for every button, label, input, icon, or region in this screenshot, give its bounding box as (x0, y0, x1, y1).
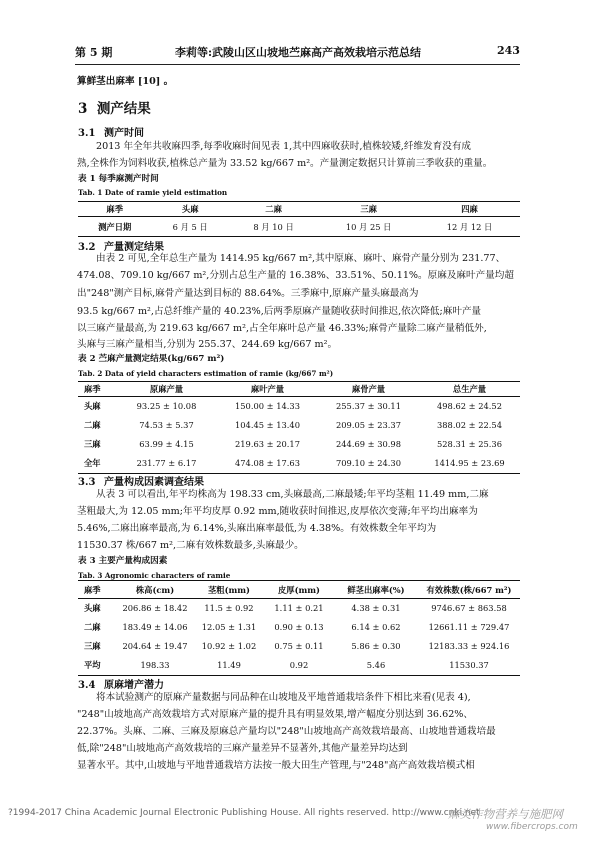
table-cell: 4.38 ± 0.31 (351, 603, 401, 614)
table-header-cell: 麻骨产量 (351, 384, 386, 394)
table-caption-en: Tab. 1 Date of ramie yield estimation (78, 188, 228, 197)
running-header (75, 44, 520, 60)
page-number: 243 (497, 44, 520, 57)
table-cell: 1414.95 ± 23.69 (434, 458, 505, 469)
table-cell: 388.02 ± 22.54 (436, 420, 502, 430)
table-row (78, 454, 520, 474)
table-cell: 平均 (84, 660, 101, 671)
subsection-title: 产量构成因素调查结果 (104, 477, 204, 488)
table-header-cell: 株高(cm) (135, 584, 175, 595)
table-cell: 0.92 (289, 660, 309, 671)
table-cell: 6.14 ± 0.62 (351, 622, 401, 632)
paragraph-line: 22.37%。头麻、二麻、三麻及原麻总产量均以"248"山坡地高产高效栽培最高、山坡地普通栽培最 (77, 726, 496, 737)
section-number: 3 (78, 101, 88, 117)
table-2 (78, 381, 520, 474)
table-cell: 209.05 ± 23.37 (335, 420, 401, 430)
table-header-row (78, 202, 520, 217)
table-caption-en: Tab. 2 Data of yield characters estimation of ramie (kg/667 m²) (78, 369, 334, 378)
section-title: 测产结果 (96, 101, 151, 117)
table-row (78, 599, 520, 618)
table-header-cell: 麻叶产量 (250, 384, 285, 394)
table-3 (78, 580, 520, 676)
subsection-number: 3.2 (78, 242, 96, 253)
table-cell: 93.25 ± 10.08 (136, 401, 197, 412)
table-cell: 三麻 (84, 439, 101, 449)
table-row (78, 217, 520, 237)
table-row (78, 637, 520, 656)
table-cell: 498.62 ± 24.52 (436, 401, 502, 412)
running-title: 李莉等:武陵山区山坡地苎麻高产高效栽培示范总结 (175, 46, 422, 59)
table-cell: 63.99 ± 4.15 (139, 439, 194, 449)
table-header-cell: 麻季 (84, 384, 101, 394)
table-cell: 二麻 (84, 420, 101, 430)
table-cell: 5.46 (366, 660, 386, 671)
table-cell: 231.77 ± 6.17 (136, 458, 197, 469)
table-cell: 12 月 12 日 (446, 221, 493, 232)
table-cell: 150.00 ± 14.33 (234, 401, 300, 412)
table-header-cell: 茎粗(mm) (207, 584, 250, 595)
table-cell: 11.49 (217, 660, 241, 671)
table-header-cell: 鲜茎出麻率(%) (347, 584, 405, 595)
table-caption: 表 2 苎麻产量测定结果(kg/667 m²) (78, 354, 225, 364)
watermark-url: www.fibercrops.com (486, 822, 578, 832)
table-row (78, 618, 520, 637)
table-row (78, 416, 520, 435)
table-cell: 10.92 ± 1.02 (201, 641, 257, 651)
paragraph-line: 显著水平。其中,山坡地与平地普通栽培方法按一般大田生产管理,与"248"高产高效栽培模式相 (77, 760, 475, 771)
table-cell: 244.69 ± 30.98 (335, 439, 401, 449)
table-row (78, 435, 520, 454)
table-header-cell: 原麻产量 (149, 384, 184, 394)
table-cell: 12.05 ± 1.31 (201, 622, 257, 632)
subsection-number: 3.3 (78, 477, 96, 488)
table-caption: 表 1 每季麻测产时间 (78, 174, 159, 184)
table-header-cell: 二麻 (265, 204, 282, 214)
table-caption-en: Tab. 3 Agronomic characters of ramie (78, 571, 231, 580)
table-header-cell: 三麻 (360, 204, 377, 214)
table-cell: 二麻 (84, 622, 101, 632)
table-cell: 198.33 (140, 660, 170, 671)
table-cell: 474.08 ± 17.63 (234, 458, 300, 469)
table-cell: 12661.11 ± 729.47 (428, 622, 510, 632)
table-cell: 204.64 ± 19.47 (122, 641, 188, 651)
subsection-number: 3.1 (78, 128, 96, 139)
subsection-number: 3.4 (78, 680, 96, 691)
section-heading (78, 97, 151, 117)
table-header-cell: 麻季 (84, 584, 101, 595)
table-header-cell: 四麻 (461, 204, 478, 214)
paragraph-line: 5.46%,二麻出麻率最高,为 6.14%,头麻出麻率最低,为 4.38%。有效株数全年平均为 (77, 523, 437, 534)
table-header-cell: 有效株数(株/667 m²) (426, 584, 512, 595)
table-cell: 11530.37 (449, 660, 489, 671)
table-cell: 三麻 (84, 641, 101, 651)
table-cell: 219.63 ± 20.17 (234, 439, 300, 449)
table-row (78, 656, 520, 676)
watermark-text: 麻类作物营养与施肥网 (448, 807, 563, 821)
header-rule (75, 64, 520, 65)
paragraph-line: "248"山坡地高产高效栽培方式对原麻产量的提升具有明显效果,增产幅度分别达到 36.62%、 (77, 709, 474, 720)
table-cell: 10 月 25 日 (345, 221, 392, 232)
table-row (78, 397, 520, 416)
paragraph-line: 茎粗最大,为 12.05 mm;年平均皮厚 0.92 mm,随收获时间推迟,皮厚依次变薄;年平均出麻率为 (77, 506, 478, 517)
subsection-title: 原麻增产潜力 (104, 680, 164, 691)
paragraph-line: 以三麻产量最高,为 219.63 kg/667 m²,占全年麻叶总产量 46.33%;麻骨产量除二麻产量稍低外, (77, 323, 487, 334)
paragraph-line: 将本试验测产的原麻产量数据与同品种在山坡地及平地普通栽培条件下相比来看(见表 4), (96, 692, 471, 703)
table-header-row (78, 581, 520, 599)
subsection-title: 产量测定结果 (104, 242, 164, 253)
table-header-cell: 麻季 (106, 204, 124, 214)
paragraph-line: 熟,全株作为饲料收获,植株总产量为 33.52 kg/667 m²。产量测定数据只计算前三季收获的重量。 (77, 158, 493, 169)
paragraph-line: 474.08、709.10 kg/667 m²,分别占总生产量的 16.38%、33.51%、50.11%。原麻及麻叶产量均超 (77, 270, 514, 281)
table-cell: 709.10 ± 24.30 (335, 458, 401, 469)
paragraph-line: 头麻与三麻产量相当,分别为 255.37、244.69 kg/667 m²。 (77, 339, 338, 350)
table-cell: 全年 (84, 458, 101, 469)
table-cell: 12183.33 ± 924.16 (428, 641, 510, 651)
table-cell: 11.5 ± 0.92 (204, 603, 254, 614)
table-cell: 5.86 ± 0.30 (351, 641, 401, 651)
table-header-row (78, 382, 520, 397)
table-header-cell: 总生产量 (452, 384, 487, 394)
table-cell: 183.49 ± 14.06 (122, 622, 188, 632)
table-cell: 0.75 ± 0.11 (274, 641, 324, 651)
table-caption: 表 3 主要产量构成因素 (78, 556, 168, 566)
table-header-cell: 皮厚(mm) (277, 584, 320, 595)
table-cell: 0.90 ± 0.13 (274, 622, 324, 632)
table-cell: 74.53 ± 5.37 (139, 420, 194, 430)
paragraph-line: 由表 2 可见,全年总生产量为 1414.95 kg/667 m²,其中原麻、麻叶、麻骨产量分别为 231.77、 (96, 253, 506, 264)
paragraph-line: 出"248"测产目标,麻骨产量达到目标的 88.64%。三季麻中,原麻产量头麻最高为 (77, 288, 419, 299)
paragraph-line: 2013 年全年共收麻四季,每季收麻时间见表 1,其中四麻收获时,植株较矮,纤维发育没有成 (96, 141, 472, 152)
table-cell: 8 月 10 日 (253, 221, 294, 232)
table-cell: 9746.67 ± 863.58 (431, 603, 507, 614)
paragraph-line: 从表 3 可以看出,年平均株高为 198.33 cm,头麻最高,二麻最矮;年平均茎粗 11.49 mm,二麻 (96, 489, 489, 500)
paragraph-line: 低,除"248"山坡地高产高效栽培的三麻产量差异不显著外,其他产量差异均达到 (77, 743, 408, 754)
table-cell: 255.37 ± 30.11 (335, 401, 401, 412)
subsection-heading (78, 124, 144, 139)
table-cell: 206.86 ± 18.42 (122, 603, 188, 614)
paragraph-line: 11530.37 株/667 m²,二麻有效株数最多,头麻最少。 (77, 540, 304, 551)
table-header-cell: 头麻 (181, 204, 199, 214)
table-cell: 1.11 ± 0.21 (274, 603, 324, 614)
subsection-title: 测产时间 (104, 128, 144, 139)
table-cell: 头麻 (84, 603, 101, 614)
table-1 (78, 201, 520, 237)
table-cell: 6 月 5 日 (172, 221, 208, 232)
paragraph-line: 93.5 kg/667 m²,占总纤维产量的 40.23%,后两季原麻产量随收获时间推迟,依次降低;麻叶产量 (77, 306, 482, 317)
table-cell: 104.45 ± 13.40 (234, 420, 300, 430)
copyright-footer: ?1994-2017 China Academic Journal Electronic Publishing House. All rights reserved. http://www.cnki.net (8, 808, 480, 818)
table-cell: 头麻 (84, 401, 101, 412)
intro-line: 算鲜茎出麻率 [10] 。 (77, 76, 174, 87)
table-cell: 528.31 ± 25.36 (436, 439, 502, 449)
table-cell: 测产日期 (98, 221, 132, 232)
issue-number: 第 5 期 (75, 46, 113, 59)
